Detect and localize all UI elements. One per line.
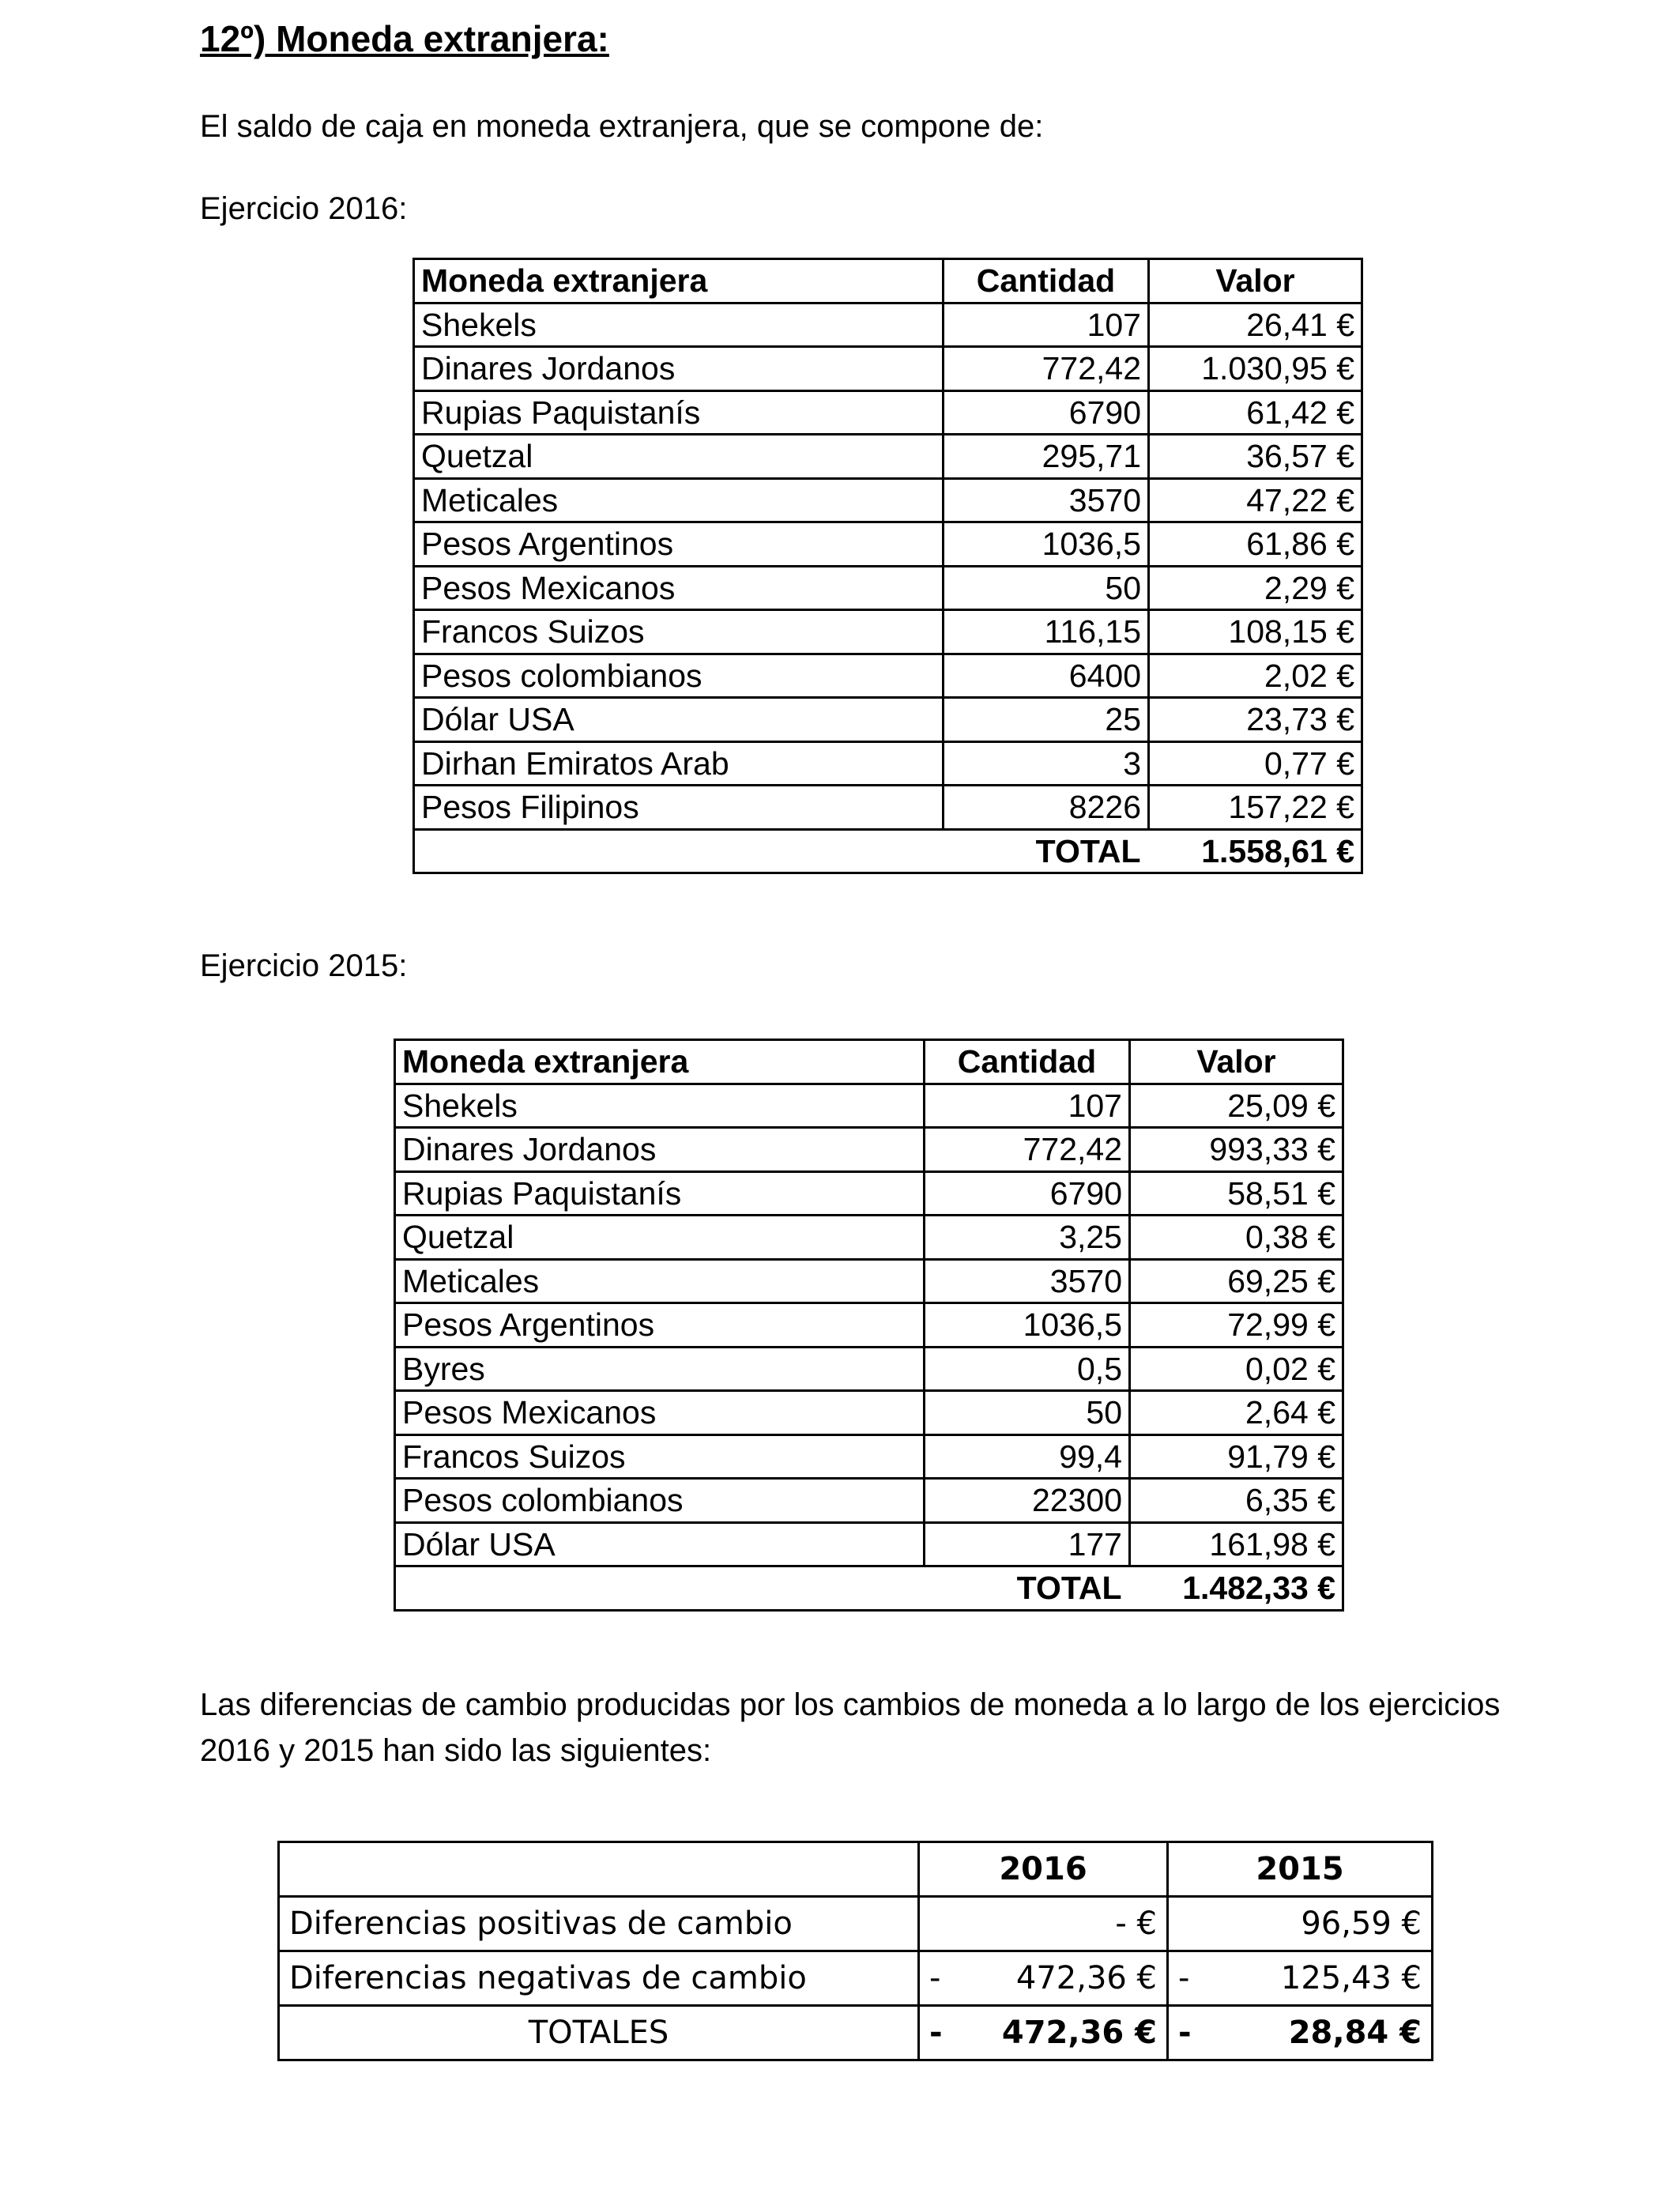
currency-name: Quetzal: [414, 435, 944, 479]
quantity: 25: [944, 698, 1149, 742]
table-row: [414, 566, 1362, 610]
total-row: [414, 829, 1362, 873]
column-header: Moneda extranjera: [414, 259, 944, 303]
total-label: TOTAL: [414, 829, 1149, 873]
diferencias-text: Las diferencias de cambio producidas por los cambios de moneda a lo largo de los ejercicios 2016 y 2015 han sido las siguientes:: [200, 1687, 1501, 1768]
value: 2,02 €: [1149, 654, 1362, 698]
table-row: [414, 654, 1362, 698]
table-row: [395, 1216, 1343, 1260]
total-row: [395, 1566, 1343, 1611]
value: 91,79 €: [1130, 1434, 1343, 1479]
value: 0,38 €: [1130, 1216, 1343, 1260]
currency-name: Pesos Argentinos: [414, 522, 944, 567]
column-header: Cantidad: [925, 1040, 1130, 1084]
currency-name: Pesos Filipinos: [414, 786, 944, 830]
column-header: Moneda extranjera: [395, 1040, 925, 1084]
table-header-row: [414, 259, 1362, 303]
table-row: [395, 1391, 1343, 1435]
currency-name: Rupias Paquistanís: [414, 390, 944, 435]
table-row: [395, 1347, 1343, 1391]
value: 0,02 €: [1130, 1347, 1343, 1391]
diferencias-total-row: [279, 2006, 1433, 2060]
value: 61,42 €: [1149, 390, 1362, 435]
currency-name: Pesos Mexicanos: [414, 566, 944, 610]
quantity: 50: [925, 1391, 1130, 1435]
value: 58,51 €: [1130, 1171, 1343, 1216]
table-2016: [412, 258, 1363, 874]
diferencias-header-row: [279, 1842, 1433, 1897]
currency-name: Dirhan Emiratos Arab: [414, 741, 944, 786]
value: 6,35 €: [1130, 1479, 1343, 1523]
value: 47,22 €: [1149, 478, 1362, 522]
quantity: 6790: [925, 1171, 1130, 1216]
value: 2,29 €: [1149, 566, 1362, 610]
value: 69,25 €: [1130, 1259, 1343, 1303]
total-value: 1.482,33 €: [1130, 1566, 1343, 1611]
diferencias-row: [279, 1951, 1433, 2006]
currency-name: Shekels: [395, 1084, 925, 1128]
amount: 28,84 €: [1288, 2015, 1422, 2051]
currency-name: Meticales: [414, 478, 944, 522]
currency-name: Shekels: [414, 303, 944, 347]
currency-name: Rupias Paquistanís: [395, 1171, 925, 1216]
quantity: 1036,5: [944, 522, 1149, 567]
quantity: 3,25: [925, 1216, 1130, 1260]
quantity: 22300: [925, 1479, 1130, 1523]
table-row: [414, 347, 1362, 391]
sign: -: [929, 1960, 941, 1996]
table-row: [395, 1303, 1343, 1348]
table-row: [395, 1259, 1343, 1303]
amount: 96,59 €: [1301, 1906, 1422, 1942]
sign: -: [1178, 2015, 1192, 2051]
column-header: Valor: [1149, 259, 1362, 303]
currency-name: Pesos colombianos: [395, 1479, 925, 1523]
value: 2,64 €: [1130, 1391, 1343, 1435]
value: 157,22 €: [1149, 786, 1362, 830]
table-row: [395, 1171, 1343, 1216]
table-row: [395, 1084, 1343, 1128]
row-label: Diferencias positivas de cambio: [279, 1897, 919, 1951]
value-2016: [919, 1897, 1168, 1951]
value: 0,77 €: [1149, 741, 1362, 786]
table-2015: [394, 1039, 1344, 1612]
table-row: [414, 522, 1362, 567]
column-header: Cantidad: [944, 259, 1149, 303]
amount: 125,43 €: [1280, 1960, 1422, 1996]
quantity: 50: [944, 566, 1149, 610]
table-row: [414, 741, 1362, 786]
diferencias-row: [279, 1897, 1433, 1951]
column-header-2016: 2016: [919, 1842, 1168, 1897]
value: 61,86 €: [1149, 522, 1362, 567]
table-row: [414, 390, 1362, 435]
quantity: 3: [944, 741, 1149, 786]
quantity: 107: [944, 303, 1149, 347]
quantity: 99,4: [925, 1434, 1130, 1479]
amount: 472,36 €: [1001, 2015, 1157, 2051]
currency-name: Pesos Mexicanos: [395, 1391, 925, 1435]
column-header-2015: 2015: [1168, 1842, 1433, 1897]
value: 72,99 €: [1130, 1303, 1343, 1348]
currency-name: Dólar USA: [395, 1522, 925, 1566]
quantity: 772,42: [944, 347, 1149, 391]
table-row: [395, 1479, 1343, 1523]
quantity: 0,5: [925, 1347, 1130, 1391]
section-title: 12º) Moneda extranjera:: [200, 18, 609, 59]
currency-name: Dólar USA: [414, 698, 944, 742]
diferencias-table: [277, 1841, 1433, 2061]
quantity: 177: [925, 1522, 1130, 1566]
value: 25,09 €: [1130, 1084, 1343, 1128]
quantity: 6400: [944, 654, 1149, 698]
currency-name: Francos Suizos: [414, 610, 944, 654]
value: 26,41 €: [1149, 303, 1362, 347]
table-row: [414, 698, 1362, 742]
value: 1.030,95 €: [1149, 347, 1362, 391]
sign: -: [1178, 1960, 1190, 1996]
row-label: Diferencias negativas de cambio: [279, 1951, 919, 2006]
value: 36,57 €: [1149, 435, 1362, 479]
value: 993,33 €: [1130, 1128, 1343, 1172]
currency-name: Pesos Argentinos: [395, 1303, 925, 1348]
value: 23,73 €: [1149, 698, 1362, 742]
total-2015: [1168, 2006, 1433, 2060]
currency-name: Quetzal: [395, 1216, 925, 1260]
intro-text: El saldo de caja en moneda extranjera, que se compone de:: [200, 109, 1044, 144]
quantity: 107: [925, 1084, 1130, 1128]
currency-name: Dinares Jordanos: [414, 347, 944, 391]
currency-name: Byres: [395, 1347, 925, 1391]
value-2015: [1168, 1897, 1433, 1951]
table-row: [414, 478, 1362, 522]
value: 161,98 €: [1130, 1522, 1343, 1566]
currency-name: Pesos colombianos: [414, 654, 944, 698]
column-header: Valor: [1130, 1040, 1343, 1084]
table-row: [395, 1434, 1343, 1479]
quantity: 8226: [944, 786, 1149, 830]
quantity: 6790: [944, 390, 1149, 435]
currency-name: Meticales: [395, 1259, 925, 1303]
amount: - €: [1115, 1906, 1157, 1942]
table-header-row: [395, 1040, 1343, 1084]
amount: 472,36 €: [1015, 1960, 1157, 1996]
table-row: [395, 1522, 1343, 1566]
quantity: 772,42: [925, 1128, 1130, 1172]
totales-label: TOTALES: [279, 2006, 919, 2060]
heading-ejercicio-2016: Ejercicio 2016:: [200, 191, 408, 226]
currency-name: Dinares Jordanos: [395, 1128, 925, 1172]
quantity: 1036,5: [925, 1303, 1130, 1348]
table-row: [414, 435, 1362, 479]
quantity: 295,71: [944, 435, 1149, 479]
quantity: 3570: [925, 1259, 1130, 1303]
table-row: [395, 1128, 1343, 1172]
quantity: 116,15: [944, 610, 1149, 654]
column-header-empty: [279, 1842, 919, 1897]
heading-ejercicio-2015: Ejercicio 2015:: [200, 948, 408, 983]
total-value: 1.558,61 €: [1149, 829, 1362, 873]
table-row: [414, 303, 1362, 347]
value: 108,15 €: [1149, 610, 1362, 654]
total-2016: [919, 2006, 1168, 2060]
sign: -: [929, 2015, 943, 2051]
quantity: 3570: [944, 478, 1149, 522]
table-row: [414, 786, 1362, 830]
currency-name: Francos Suizos: [395, 1434, 925, 1479]
value-2016: [919, 1951, 1168, 2006]
table-row: [414, 610, 1362, 654]
value-2015: [1168, 1951, 1433, 2006]
total-label: TOTAL: [395, 1566, 1130, 1611]
